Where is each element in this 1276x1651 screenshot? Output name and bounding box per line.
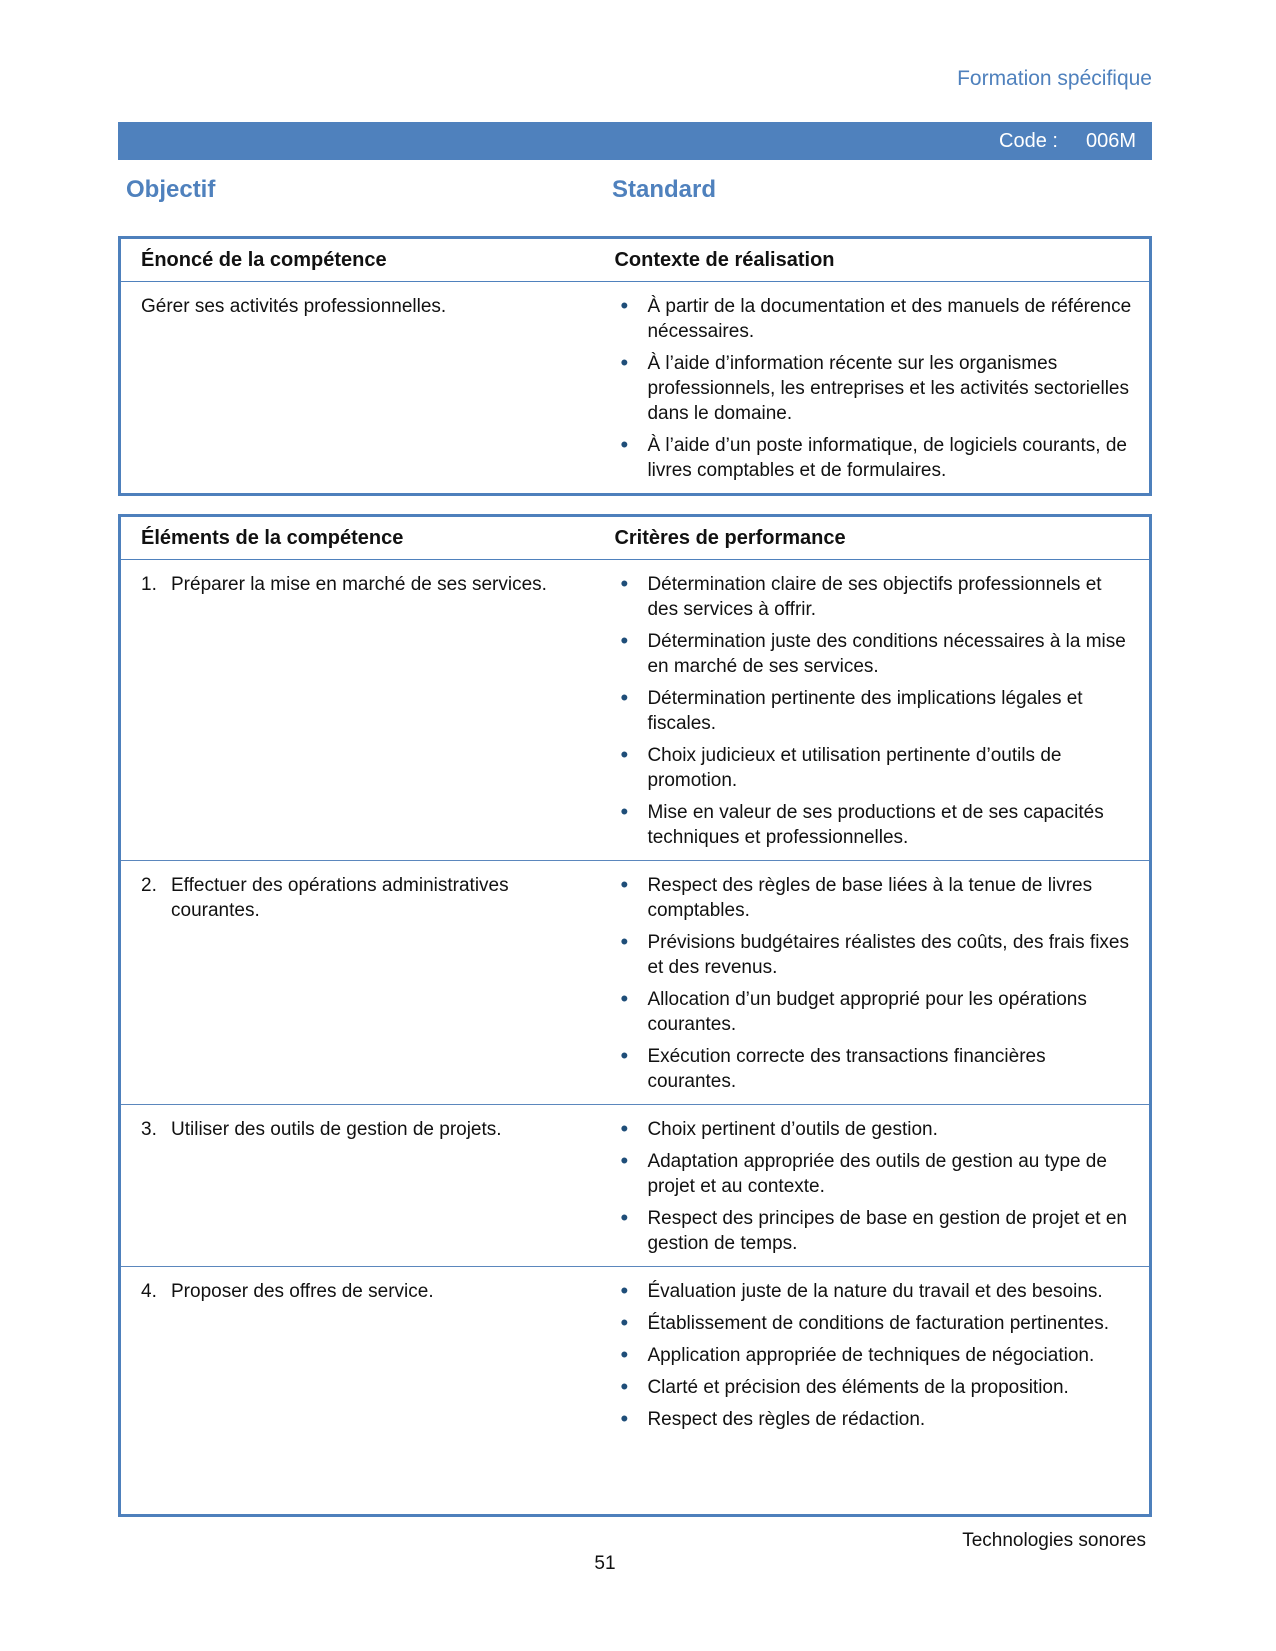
element-number: 3. bbox=[141, 1119, 157, 1140]
criteria-cell bbox=[614, 572, 1149, 850]
element-cell bbox=[121, 572, 614, 850]
element-text: Utiliser des outils de gestion de projets. bbox=[171, 1119, 502, 1140]
table-row bbox=[121, 860, 1149, 1104]
criteria-bullet-item: • Prévisions budgétaires réalistes des coûts, des frais fixes et des revenus. bbox=[614, 930, 1135, 980]
criteria-bullet-item: • Choix judicieux et utilisation pertinente d’outils de promotion. bbox=[614, 743, 1135, 793]
criteria-cell bbox=[614, 1117, 1149, 1256]
criteria-bullet-item: • À l’aide d’un poste informatique, de logiciels courants, de livres comptables et de formulaires. bbox=[614, 433, 1135, 483]
table-rows bbox=[121, 560, 1149, 1514]
criteria-bullet-item: • Évaluation juste de la nature du travail et des besoins. bbox=[614, 1279, 1135, 1304]
code-bar bbox=[118, 122, 1152, 160]
criteria-bullet-item: • À partir de la documentation et des manuels de référence nécessaires. bbox=[614, 294, 1135, 344]
element-text: Préparer la mise en marché de ses services. bbox=[171, 574, 547, 595]
criteria-bullet-item: • À l’aide d’information récente sur les organismes professionnels, les entreprises et les activités sectorielles dans le domaine. bbox=[614, 351, 1135, 426]
code-value: 006M bbox=[1085, 129, 1136, 152]
criteria-bullet-item: • Choix pertinent d’outils de gestion. bbox=[614, 1117, 1135, 1142]
table-gap bbox=[118, 496, 1152, 514]
criteria-bullet-item: • Mise en valeur de ses productions et de ses capacités techniques et professionnelles. bbox=[614, 800, 1135, 850]
element-text: Gérer ses activités professionnelles. bbox=[141, 296, 447, 317]
criteria-bullet-item: • Respect des règles de base liées à la tenue de livres comptables. bbox=[614, 873, 1135, 923]
element-cell bbox=[121, 873, 614, 1094]
objectif-heading: Objectif bbox=[126, 176, 216, 203]
element-text: Effectuer des opérations administratives courantes. bbox=[171, 875, 509, 921]
page-number: 51 bbox=[594, 1553, 616, 1574]
element-number: 4. bbox=[141, 1281, 157, 1302]
standard-heading: Standard bbox=[612, 176, 717, 203]
criteria-bullet-item: • Détermination claire de ses objectifs professionnels et des services à offrir. bbox=[614, 572, 1135, 622]
table-row bbox=[121, 1104, 1149, 1266]
competence-table bbox=[118, 236, 1152, 496]
footer-program-name: Technologies sonores bbox=[962, 1530, 1146, 1551]
table-row bbox=[121, 1266, 1149, 1514]
criteria-bullet-item: • Établissement de conditions de facturation pertinentes. bbox=[614, 1311, 1135, 1336]
criteria-bullet-list bbox=[614, 1117, 1135, 1256]
criteria-cell bbox=[614, 1279, 1149, 1504]
table-header-row bbox=[121, 239, 1149, 282]
criteria-bullet-item: • Respect des principes de base en gestion de projet et en gestion de temps. bbox=[614, 1206, 1135, 1256]
criteria-bullet-item: • Détermination pertinente des implications légales et fiscales. bbox=[614, 686, 1135, 736]
table-left-header: Énoncé de la compétence bbox=[141, 249, 387, 271]
criteria-bullet-item: • Application appropriée de techniques de négociation. bbox=[614, 1343, 1135, 1368]
criteria-bullet-item: • Adaptation appropriée des outils de gestion au type de projet et au contexte. bbox=[614, 1149, 1135, 1199]
table-row bbox=[121, 282, 1149, 493]
table-row bbox=[121, 560, 1149, 860]
criteria-bullet-item: • Clarté et précision des éléments de la proposition. bbox=[614, 1375, 1135, 1400]
criteria-bullet-list bbox=[614, 873, 1135, 1094]
table-rows bbox=[121, 282, 1149, 493]
element-number: 2. bbox=[141, 875, 157, 896]
element-number: 1. bbox=[141, 574, 157, 595]
element-text: Proposer des offres de service. bbox=[171, 1281, 434, 1302]
table-right-header: Critères de performance bbox=[614, 527, 846, 549]
criteria-bullet-list bbox=[614, 572, 1135, 850]
tables-area bbox=[118, 236, 1152, 1517]
code-label: Code : bbox=[999, 129, 1058, 152]
criteria-bullet-list bbox=[614, 294, 1135, 483]
column-headings bbox=[118, 176, 1152, 216]
element-cell bbox=[121, 1279, 614, 1504]
table-right-header: Contexte de réalisation bbox=[614, 249, 835, 271]
table-left-header: Éléments de la compétence bbox=[141, 527, 404, 549]
criteria-bullet-list bbox=[614, 1279, 1135, 1432]
page-content bbox=[118, 0, 1152, 1517]
element-cell bbox=[121, 294, 614, 483]
criteria-cell bbox=[614, 294, 1149, 483]
element-cell bbox=[121, 1117, 614, 1256]
criteria-bullet-item: • Exécution correcte des transactions financières courantes. bbox=[614, 1044, 1135, 1094]
elements-table bbox=[118, 514, 1152, 1517]
criteria-bullet-item: • Respect des règles de rédaction. bbox=[614, 1407, 1135, 1432]
criteria-cell bbox=[614, 873, 1149, 1094]
criteria-bullet-item: • Allocation d’un budget approprié pour les opérations courantes. bbox=[614, 987, 1135, 1037]
criteria-bullet-item: • Détermination juste des conditions nécessaires à la mise en marché de ses services. bbox=[614, 629, 1135, 679]
section-label: Formation spécifique bbox=[957, 67, 1152, 90]
table-header-row bbox=[121, 517, 1149, 560]
